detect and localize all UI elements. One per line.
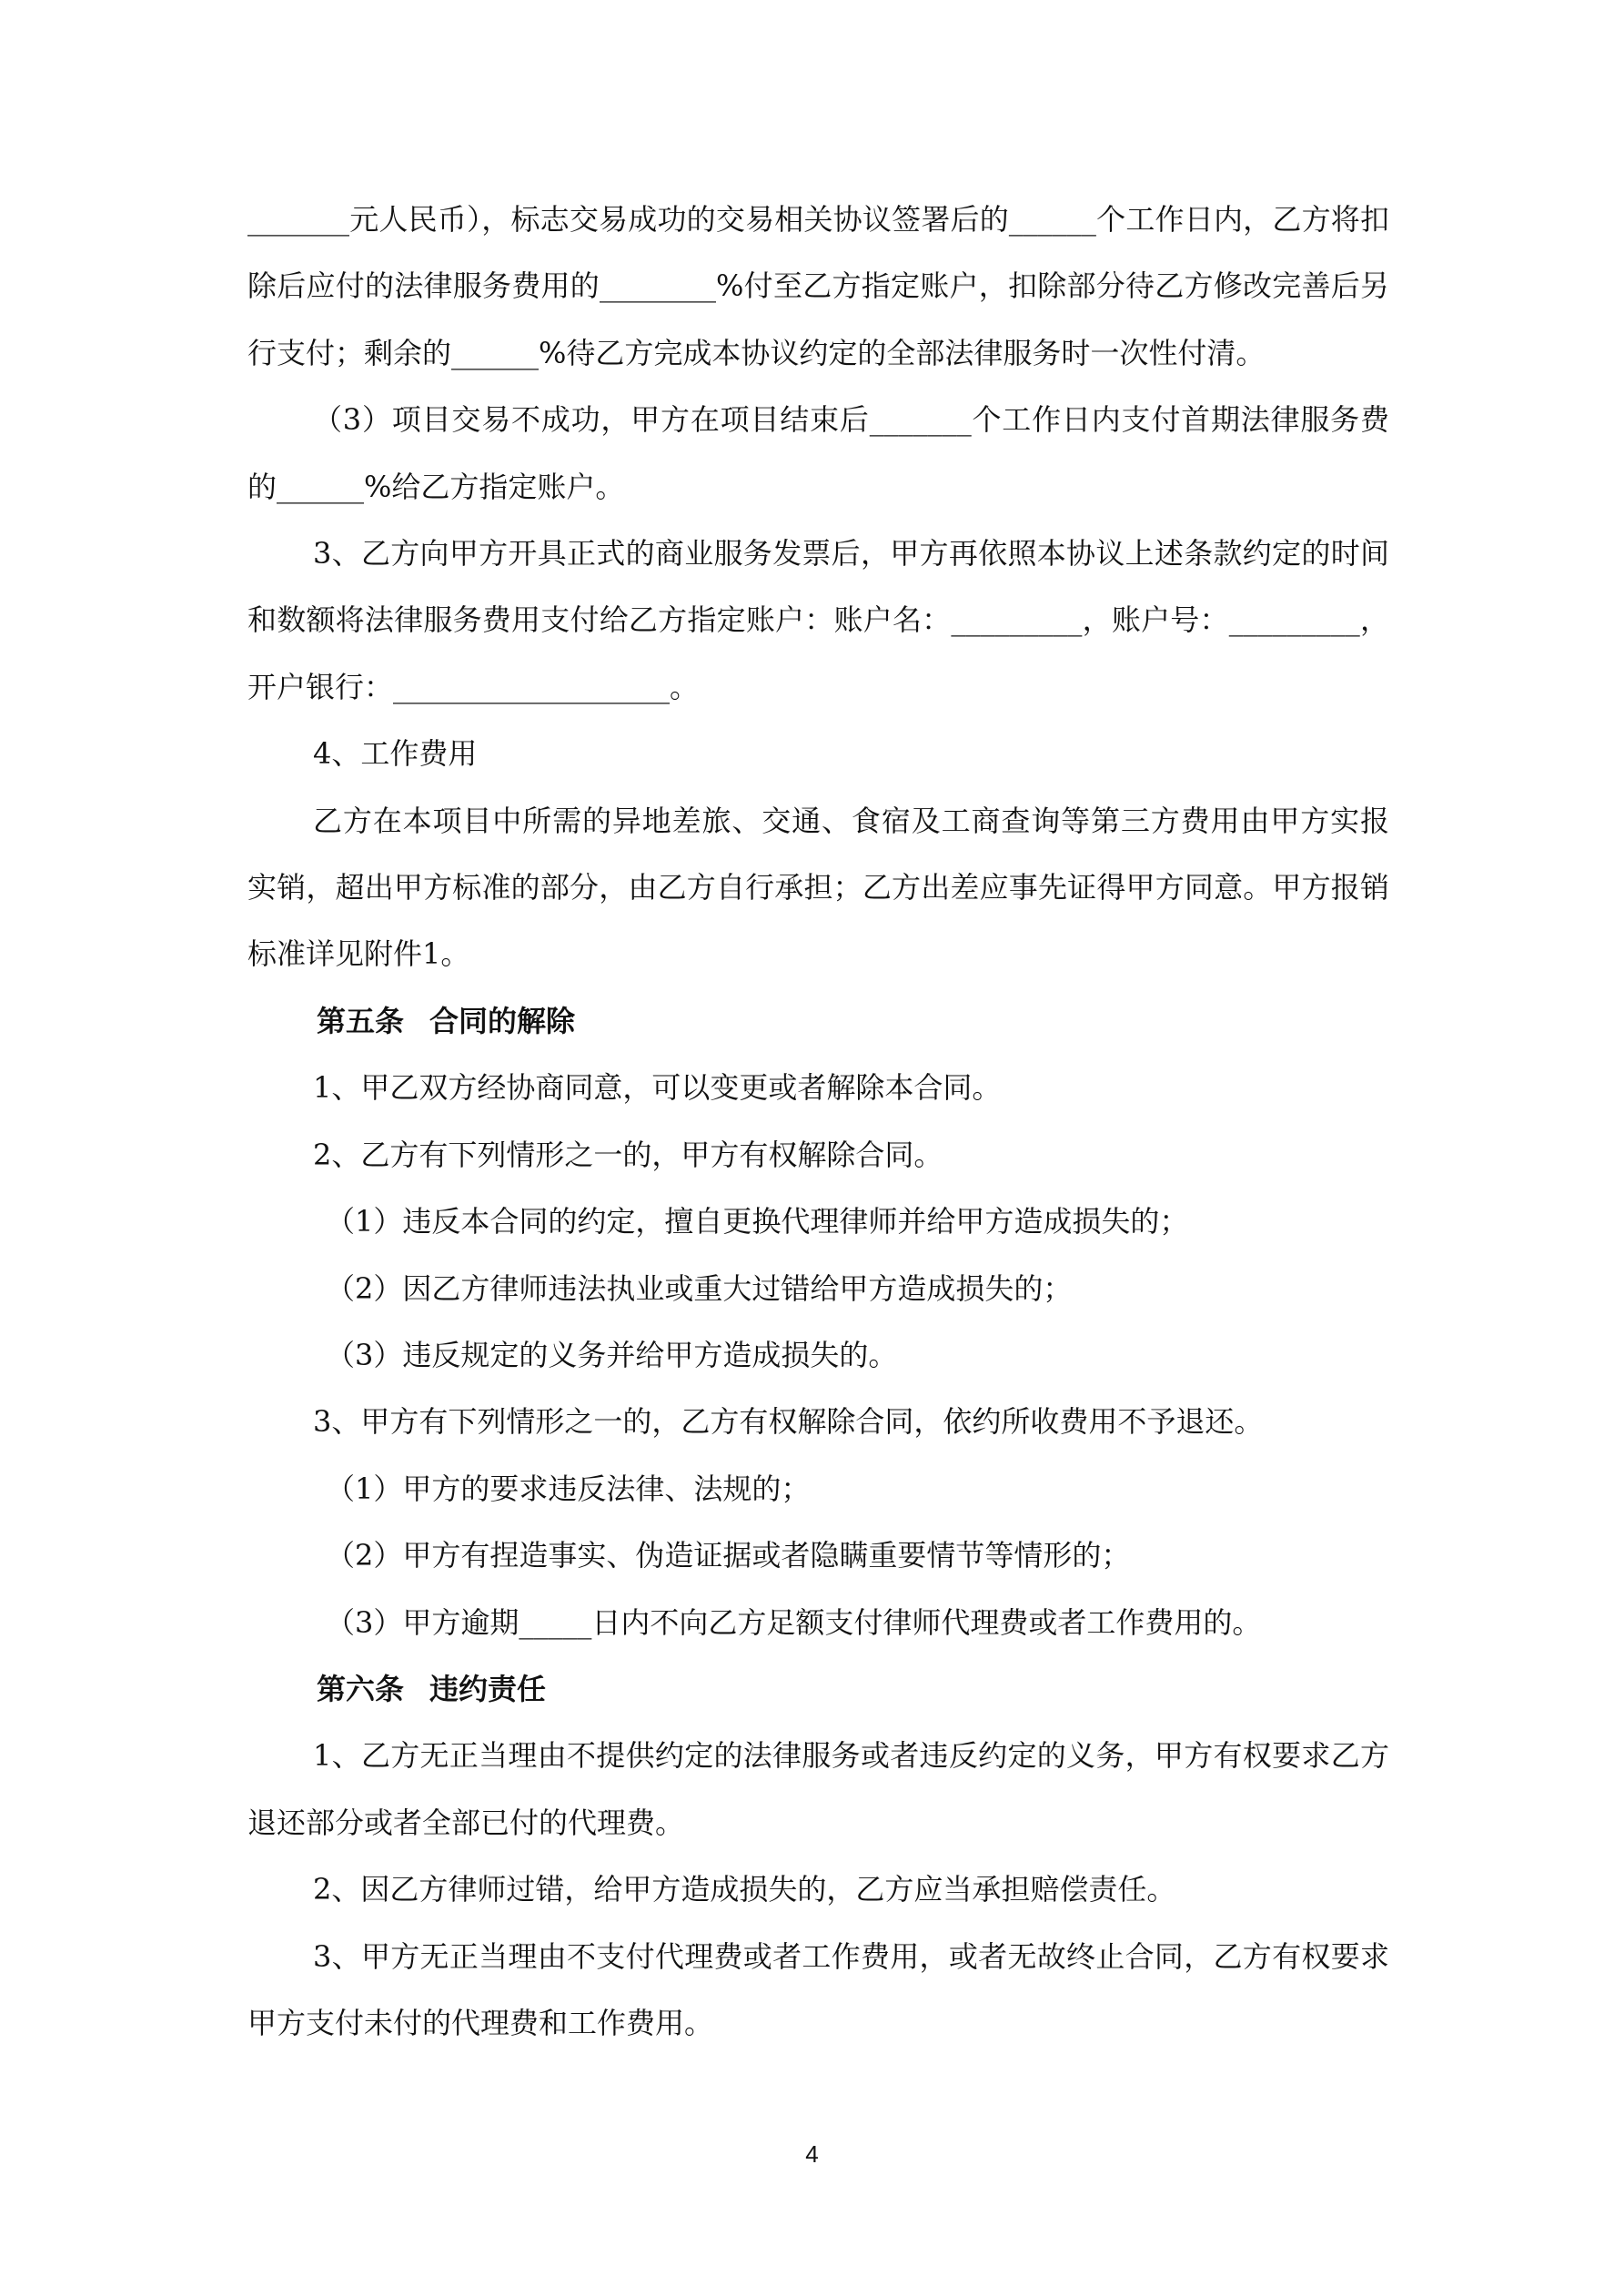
list-item-termination-3-2: （2）甲方有捏造事实、伪造证据或者隐瞒重要情节等情形的；	[326, 1538, 1131, 1573]
paragraph-termination-1: 1、甲乙双方经协商同意，可以变更或者解除本合同。	[313, 1070, 1002, 1106]
paragraph-payment-continuation: _______元人民币），标志交易成功的交易相关协议签署后的______个工作日内，乙方将扣除后应付的法律服务费用的________%付至乙方指定账户，扣除部分待乙方修改完善后另行支付；剩余的______%待乙方完成本协议约定的全部法律服务时一次性付清。	[247, 202, 1389, 370]
article-title: 违约责任	[429, 1671, 547, 1706]
paragraph-work-expenses-title: 4、工作费用	[313, 736, 478, 772]
section-heading-article-5	[247, 988, 1389, 1055]
paragraph-liability-2: 2、因乙方律师过错，给甲方造成损失的，乙方应当承担赔偿责任。	[313, 1872, 1176, 1907]
paragraph-liability-1: 1、乙方无正当理由不提供约定的法律服务或者违反约定的义务，甲方有权要求乙方退还部分或者全部已付的代理费。	[247, 1738, 1389, 1840]
paragraph-clause-3-failed-transaction: （3）项目交易不成功，甲方在项目结束后_______个工作日内支付首期法律服务费的______%给乙方指定账户。	[247, 402, 1389, 504]
list-item-termination-2-1: （1）违反本合同的约定，擅自更换代理律师并给甲方造成损失的；	[326, 1204, 1189, 1239]
list-item-termination-3-1: （1）甲方的要求违反法律、法规的；	[326, 1471, 811, 1506]
article-title: 合同的解除	[429, 1003, 576, 1038]
list-item-termination-2-3: （3）违反规定的义务并给甲方造成损失的。	[326, 1337, 898, 1372]
list-item-termination-3-3: （3）甲方逾期_____日内不向乙方足额支付律师代理费或者工作费用的。	[326, 1604, 1262, 1640]
paragraph-liability-3: 3、甲方无正当理由不支付代理费或者工作费用，或者无故终止合同，乙方有权要求甲方支付未付的代理费和工作费用。	[247, 1938, 1389, 2040]
section-heading-article-6	[247, 1656, 1389, 1723]
page-number: 4	[805, 2140, 819, 2168]
paragraph-work-expenses-body: 乙方在本项目中所需的异地差旅、交通、食宿及工商查询等第三方费用由甲方实报实销，超出甲方标准的部分，由乙方自行承担；乙方出差应事先证得甲方同意。甲方报销标准详见附件1。	[247, 803, 1389, 972]
article-number: 第六条	[317, 1671, 405, 1706]
document-body	[247, 187, 1389, 2057]
article-number: 第五条	[317, 1003, 405, 1038]
paragraph-termination-3: 3、甲方有下列情形之一的，乙方有权解除合同，依约所收费用不予退还。	[313, 1404, 1264, 1440]
paragraph-invoice-account: 3、乙方向甲方开具正式的商业服务发票后，甲方再依照本协议上述条款约定的时间和数额将法律服务费用支付给乙方指定账户：账户名：_________，账户号：_________，开户银行：___________________。	[247, 536, 1389, 704]
list-item-termination-2-2: （2）因乙方律师违法执业或重大过错给甲方造成损失的；	[326, 1270, 1073, 1306]
paragraph-termination-2: 2、乙方有下列情形之一的，甲方有权解除合同。	[313, 1137, 943, 1172]
